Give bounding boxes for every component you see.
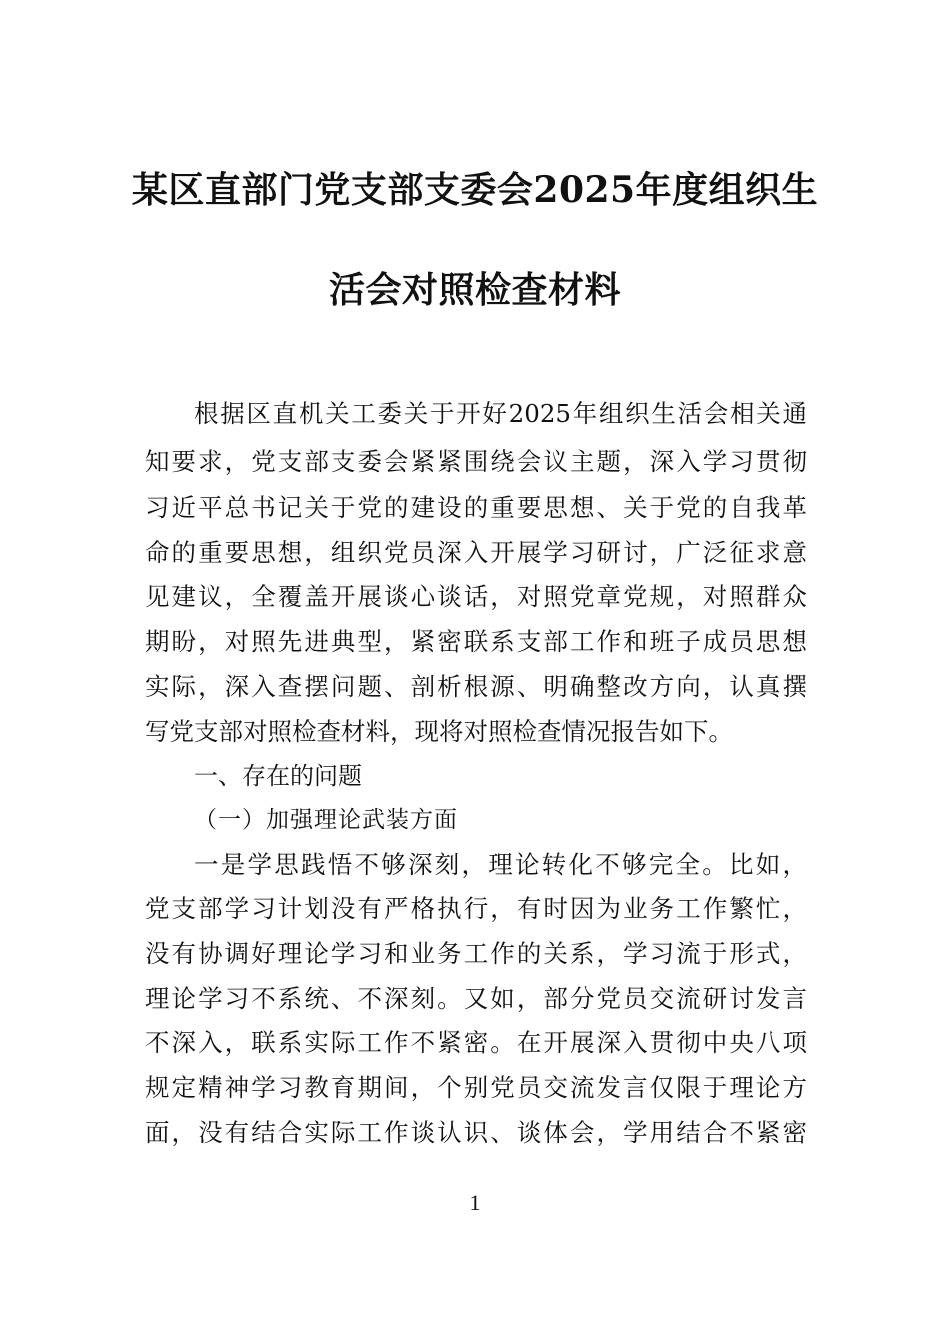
intro-paragraph-line: 期盼，对照先进典型，紧密联系支部工作和班子成员思想	[145, 627, 807, 656]
body-paragraph-line: 不深入，联系实际工作不紧密。在开展深入贯彻中央八项	[145, 1028, 807, 1057]
intro-paragraph-line: 命的重要思想，组织党员深入开展学习研讨，广泛征求意	[145, 538, 807, 567]
section-heading: 一、存在的问题	[194, 762, 362, 790]
body-paragraph-line: 理论学习不系统、不深刻。又如，部分党员交流研讨发言	[145, 984, 807, 1013]
intro-paragraph-line: 实际，深入查摆问题、剖析根源、明确整改方向，认真撰	[145, 672, 807, 701]
intro-paragraph-line: 写党支部对照检查材料，现将对照检查情况报告如下。	[145, 717, 733, 746]
body-paragraph-line: 党支部学习计划没有严格执行，有时因为业务工作繁忙，	[145, 894, 807, 923]
intro-paragraph-line: 根据区直机关工委关于开好2025年组织生活会相关通	[194, 399, 807, 428]
subsection-heading: （一）加强理论武装方面	[194, 807, 458, 833]
document-title-line-1: 某区直部门党支部支委会2025年度组织生	[131, 169, 819, 211]
body-paragraph-line: 没有协调好理论学习和业务工作的关系，学习流于形式，	[145, 939, 807, 968]
intro-paragraph-line: 知要求，党支部支委会紧紧围绕会议主题，深入学习贯彻	[145, 447, 807, 476]
body-paragraph-line: 规定精神学习教育期间，个别党员交流发言仅限于理论方	[145, 1073, 807, 1102]
document-title-line-2: 活会对照检查材料	[328, 269, 621, 311]
body-paragraph-line: 一是学思践悟不够深刻，理论转化不够完全。比如，	[194, 850, 807, 879]
intro-paragraph-line: 习近平总书记关于党的建设的重要思想、关于党的自我革	[145, 493, 807, 522]
body-paragraph-line: 面，没有结合实际工作谈认识、谈体会，学用结合不紧密	[145, 1118, 807, 1147]
intro-paragraph-line: 见建议，全覆盖开展谈心谈话，对照党章党规，对照群众	[145, 582, 807, 611]
page-number: 1	[469, 1190, 481, 1215]
